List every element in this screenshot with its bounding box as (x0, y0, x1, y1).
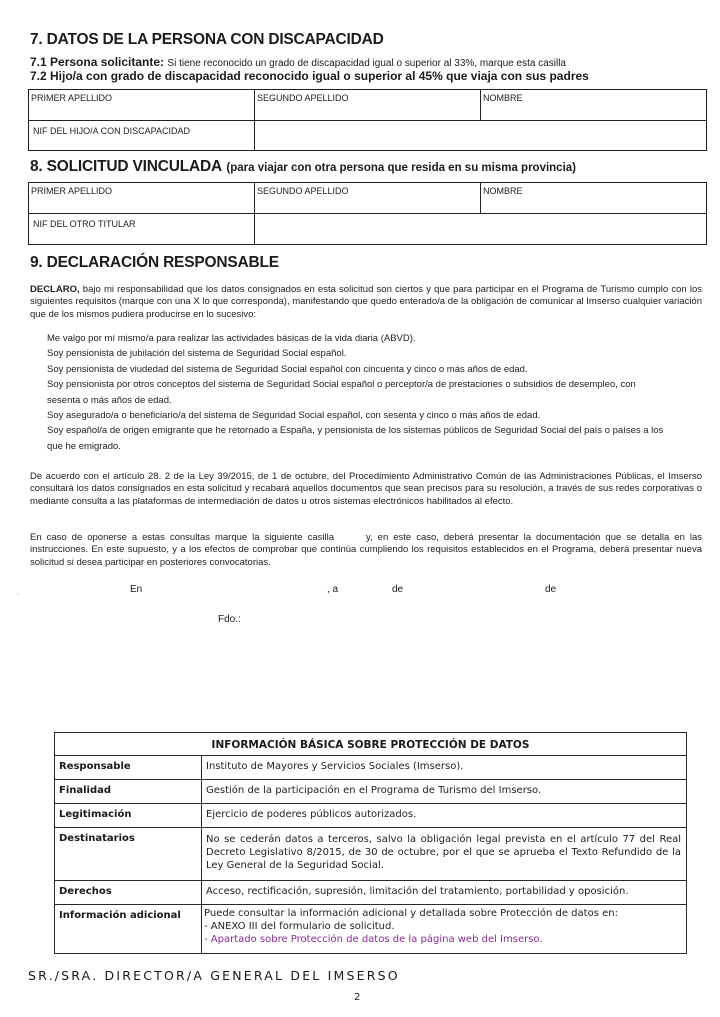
dot-mark: . (17, 588, 20, 597)
nombre-label: NOMBRE (483, 186, 523, 196)
requirement-item[interactable] (47, 362, 667, 377)
vinculada-nombre-field[interactable] (481, 183, 706, 214)
section-7-1-label: 7.1 Persona solicitante: (30, 55, 165, 69)
requirement-item[interactable] (47, 408, 667, 423)
row-value-line2: - ANEXO III del formulario de solicitud. (204, 920, 395, 932)
row-label: Responsable (59, 761, 131, 772)
data-protection-row (55, 880, 686, 905)
signature-day-field[interactable] (345, 584, 387, 596)
section-8-title: 8. SOLICITUD VINCULADA (30, 158, 222, 175)
primer-apellido-label: PRIMER APELLIDO (31, 93, 113, 103)
row-value-block (204, 908, 681, 946)
primer-apellido-field[interactable] (29, 90, 255, 121)
segundo-apellido-label: SEGUNDO APELLIDO (257, 186, 349, 196)
signature-month-field[interactable] (410, 584, 540, 596)
section-9-title: 9. DECLARACIÓN RESPONSABLE (30, 254, 279, 271)
divider (29, 120, 706, 121)
row-value: Acceso, rectificación, supresión, limitación del tratamiento, portabilidad y oposición. (206, 886, 629, 897)
data-protection-row (55, 803, 686, 828)
data-protection-table (54, 732, 687, 954)
section-7-1-line (30, 55, 566, 69)
requirement-text: Soy pensionista de viudedad del sistema de Seguridad Social español con cincuenta y cinco o más años de edad. (47, 363, 528, 375)
requirement-item[interactable] (47, 423, 667, 454)
nif-hijo-field[interactable] (255, 121, 706, 150)
segundo-apellido-field[interactable] (255, 90, 481, 121)
signature-fdo-label: Fdo.: (218, 614, 241, 625)
row-value: Gestión de la participación en el Programa de Turismo del Imserso. (206, 785, 542, 796)
section-8-subtitle: (para viajar con otra persona que resida en su misma provincia) (226, 162, 576, 174)
row-value: Puede consultar la información adicional y detallada sobre Protección de datos en: (204, 908, 618, 919)
requirement-text: Soy pensionista de jubilación del sistema de Seguridad Social español. (47, 348, 347, 360)
signature-de1-label: de (392, 584, 404, 595)
nif-otro-titular-field[interactable] (255, 214, 706, 244)
signature-place-field[interactable] (150, 584, 322, 596)
row-label: Legitimación (59, 809, 132, 820)
oposicion-paragraph (30, 531, 702, 569)
signature-area[interactable] (245, 612, 505, 672)
data-protection-row (55, 779, 686, 804)
requirement-item[interactable] (47, 377, 667, 408)
requirement-item[interactable] (47, 331, 667, 346)
row-label: Información adicional (59, 910, 181, 921)
consulta-paragraph: De acuerdo con el artículo 28. 2 de la Ley 39/2015, de 1 de octubre, del Procedimiento Administrativo Común de las Administraciones Públicas, el Imserso consultará los datos consignados en esta solicitud y recabará aquellos documentos que sean precisos para su resolución, a través de sus redes corporativas o mediante consulta a las plataformas de intermediación de datos u otros sistemas electrónicos habilitados al efecto. (30, 471, 702, 507)
oposicion-checkbox[interactable] (339, 531, 361, 540)
requirement-text: Soy español/a de origen emigrante que he retornado a España, y pensionista de los sistemas públicos de Seguridad Social del país o países a los que he emigrado. (47, 425, 664, 452)
section-7-title: 7. DATOS DE LA PERSONA CON DISCAPACIDAD (30, 31, 384, 48)
row-value: Instituto de Mayores y Servicios Sociales (Imserso). (206, 761, 464, 772)
signature-en-label: En (130, 584, 143, 595)
declaro-bold: DECLARO, (30, 284, 80, 295)
divider (29, 213, 706, 214)
divider (480, 90, 481, 121)
declaro-paragraph (30, 284, 702, 321)
oposicion-text-1: En caso de oponerse a estas consultas marque la siguiente casilla (30, 532, 334, 543)
vinculada-segundo-apellido-field[interactable] (255, 183, 481, 214)
requirement-text: Soy pensionista por otros conceptos del sistema de Seguridad Social español o perceptor/a de prestaciones o subsidios de desempleo, con sesenta o más años de edad. (47, 379, 636, 406)
signature-de2-label: de (545, 584, 557, 595)
requirement-text: Me valgo por mí mismo/a para realizar las actividades básicas de la vida diaria (ABVD). (47, 333, 416, 344)
nif-otro-titular-label: NIF DEL OTRO TITULAR (33, 219, 136, 229)
oposicion-text-2: y, en este caso, deberá presentar la documentación que se detalla en las instrucciones. En este supuesto, y a los efectos de comprobar que continúa cumpliendo los requisitos establecidos en el Programa, deberá presentar nueva solicitud si desea participar en posteriores convocatorias. (30, 532, 703, 568)
row-label: Derechos (59, 886, 112, 897)
requirement-text: Soy asegurado/a o beneficiario/a del sistema de Seguridad Social español, con sesenta y cinco o más años de edad. (47, 410, 541, 422)
signature-a-label: , a (327, 584, 339, 595)
nombre-label: NOMBRE (483, 93, 523, 103)
section-7-1-text: Si tiene reconocido un grado de discapacidad igual o superior al 33%, marque esta casilla (167, 58, 566, 69)
vinculada-primer-apellido-field[interactable] (29, 183, 255, 214)
data-protection-title: INFORMACIÓN BÁSICA SOBRE PROTECCIÓN DE DATOS (211, 739, 530, 751)
row-value: Ejercicio de poderes públicos autorizados. (206, 809, 417, 820)
requirements-list (47, 331, 667, 454)
addressee: SR./SRA. DIRECTOR/A GENERAL DEL IMSERSO (28, 968, 400, 983)
row-label: Finalidad (59, 785, 112, 796)
nif-hijo-label: NIF DEL HIJO/A CON DISCAPACIDAD (33, 126, 191, 136)
requirement-item[interactable] (47, 346, 667, 361)
data-protection-row (55, 827, 686, 878)
nif-otro-titular-label-cell (29, 214, 255, 244)
section-7-2-label: 7.2 Hijo/a con grado de discapacidad reconocido igual o superior al 45% que viaja con sus padres (30, 69, 589, 83)
section-8-form-grid (28, 182, 707, 245)
data-protection-row (55, 755, 686, 780)
nombre-field[interactable] (481, 90, 706, 121)
divider (480, 183, 481, 214)
imserso-data-protection-link[interactable]: - Apartado sobre Protección de datos de la página web del Imserso. (204, 933, 543, 945)
nif-hijo-label-cell (29, 121, 255, 150)
declaro-text: bajo mi responsabilidad que los datos consignados en esta solicitud son ciertos y que para participar en el Programa de Turismo cumplo con los siguientes requisitos (marque con una X lo que corresponda), manifestando que quedo enterado/a de la obligación de comunicar al Imserso cualquier variación que de los mismos pudiera producirse en lo sucesivo: (30, 284, 702, 320)
signature-year-field[interactable] (563, 584, 653, 596)
page-number: 2 (354, 992, 361, 1003)
section-8-heading (30, 158, 576, 176)
row-value: No se cederán datos a terceros, salvo la obligación legal prevista en el artículo 77 del Real Decreto Legislativo 8/2015, de 30 de octubre, por el que se aprueba el Texto Refundido de la Ley General de la Seguridad Social. (206, 834, 681, 871)
section-7-form-grid (28, 89, 707, 151)
segundo-apellido-label: SEGUNDO APELLIDO (257, 93, 349, 103)
data-protection-row (55, 904, 686, 955)
row-label: Destinatarios (59, 833, 135, 844)
primer-apellido-label: PRIMER APELLIDO (31, 186, 113, 196)
